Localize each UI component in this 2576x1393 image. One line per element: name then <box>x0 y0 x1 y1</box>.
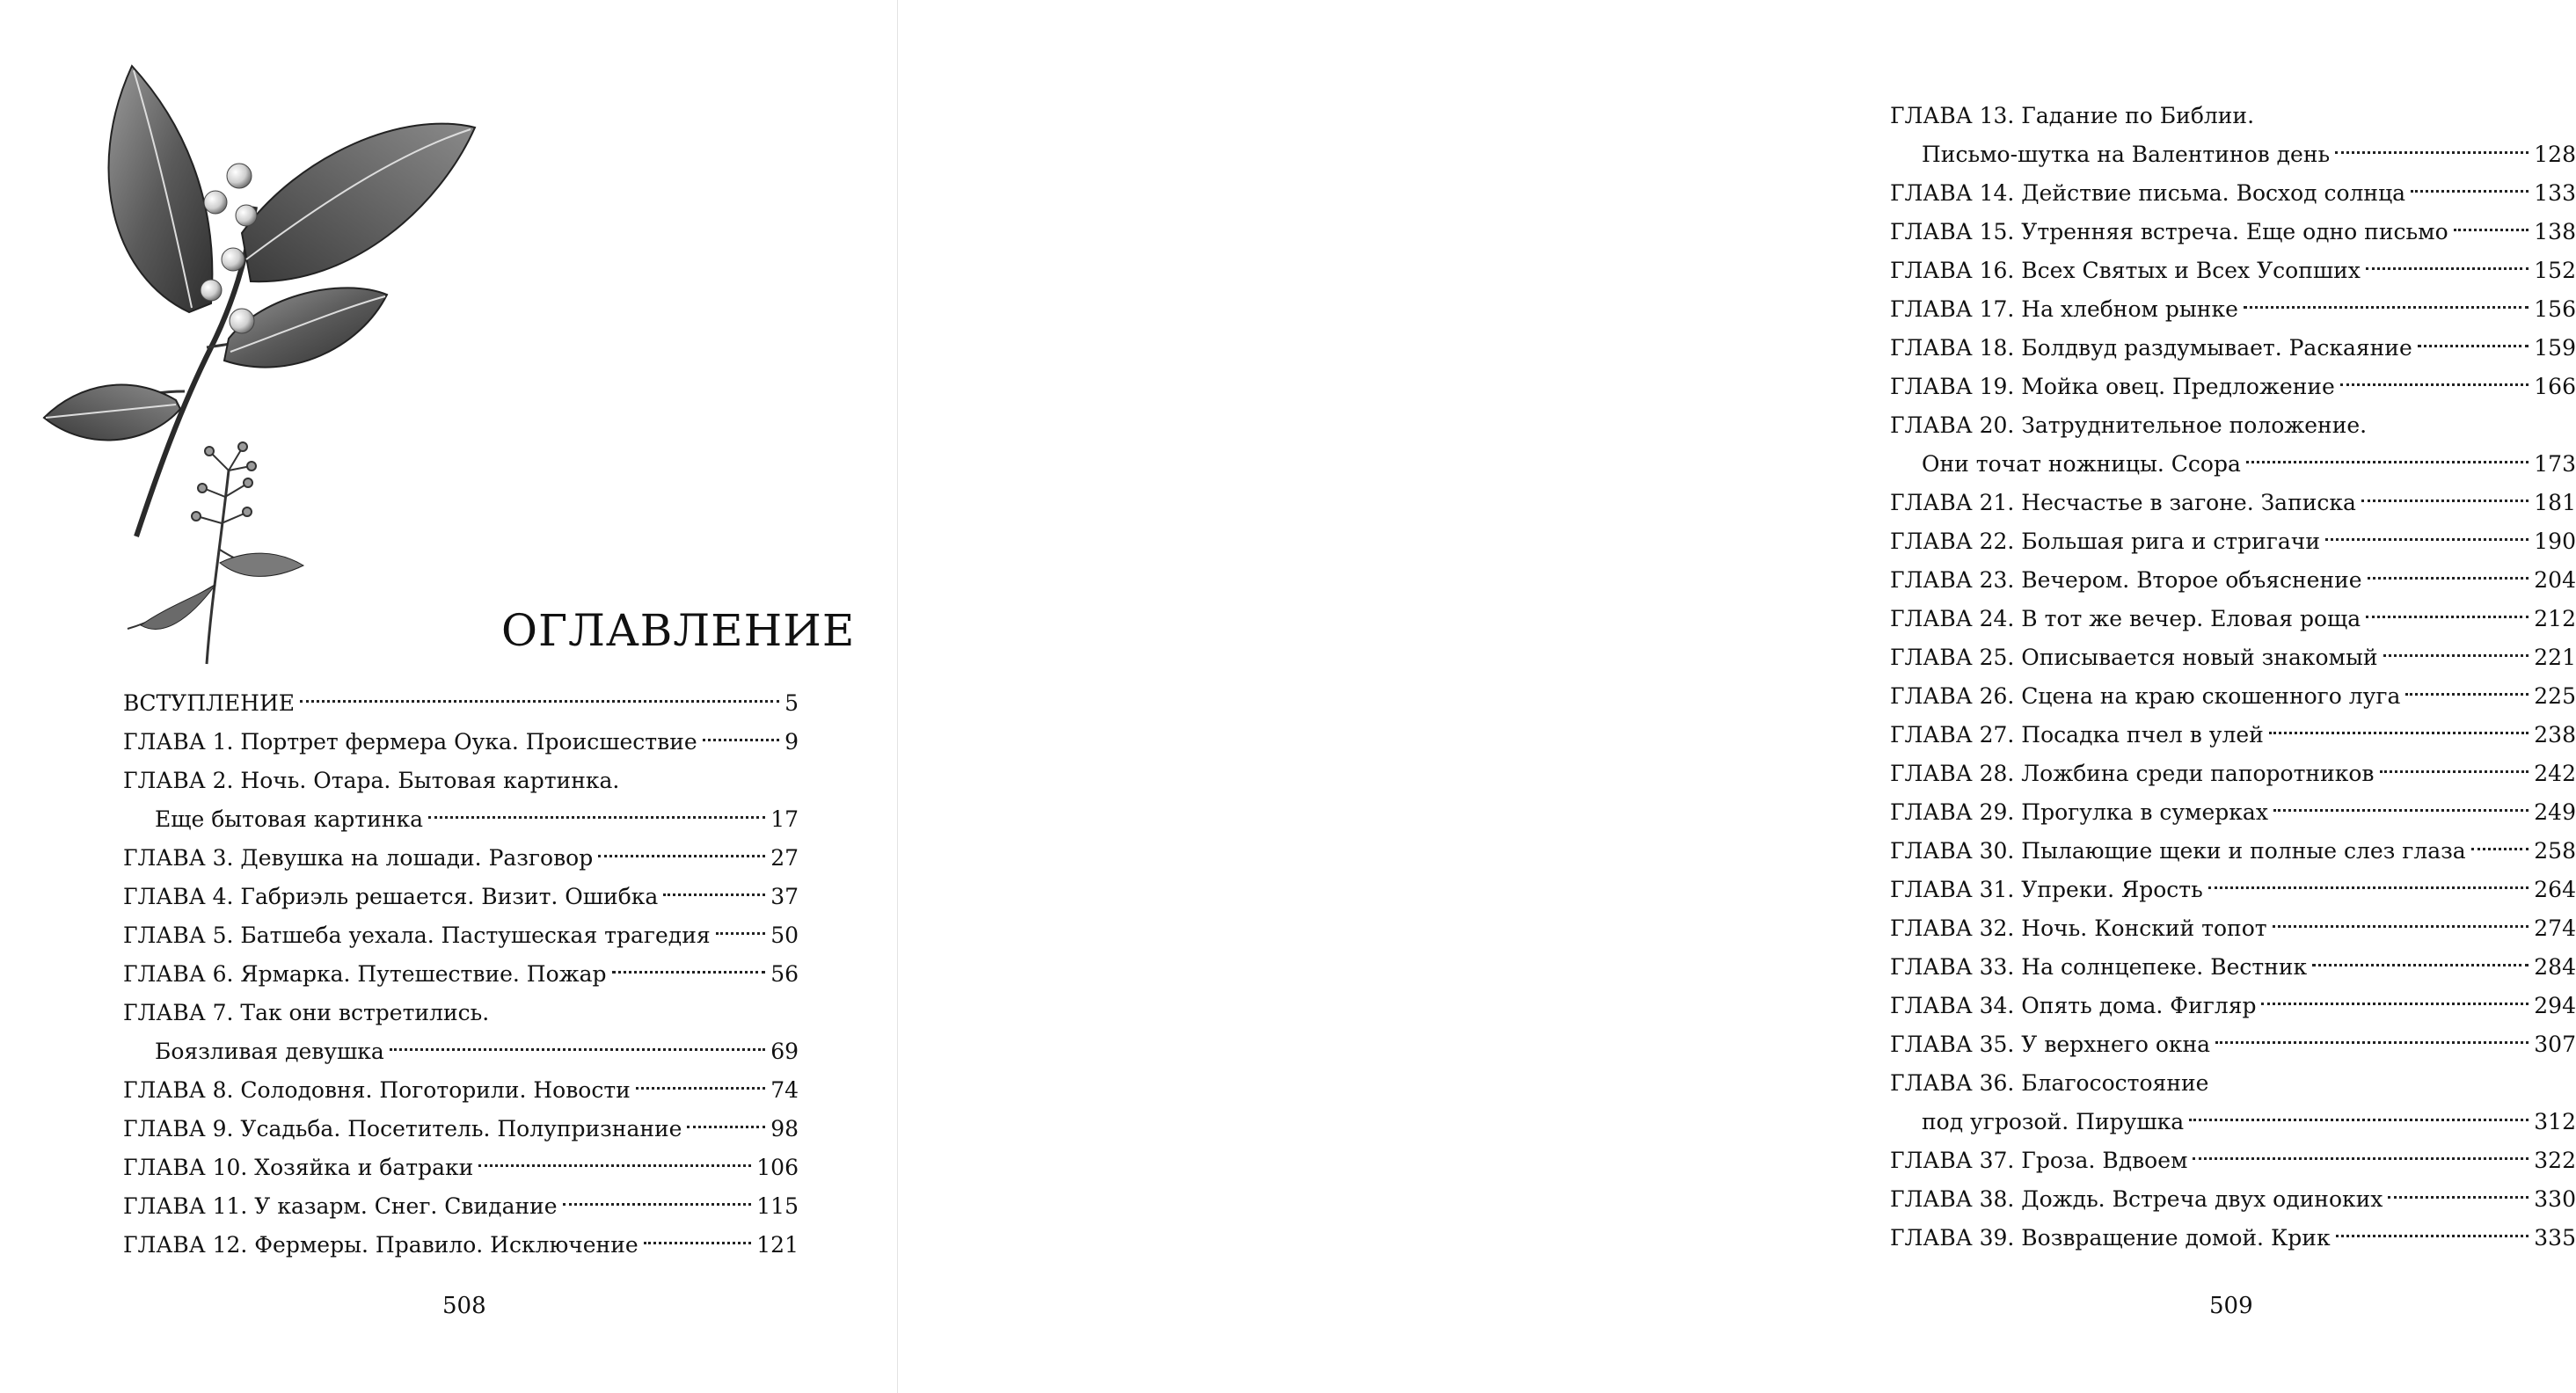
toc-entry <box>1890 638 2576 677</box>
toc-entry-page: 238 <box>2534 722 2576 748</box>
toc-entry-page: 330 <box>2534 1186 2576 1212</box>
toc-entry <box>1890 1141 2576 1180</box>
toc-entry-page: 50 <box>770 923 799 948</box>
dot-leader <box>2405 693 2529 696</box>
toc-entry-page: 106 <box>756 1155 799 1180</box>
dot-leader <box>2366 267 2529 270</box>
toc-entry-page: 190 <box>2534 529 2576 554</box>
toc-entry <box>123 1149 799 1187</box>
toc-entry-title: ГЛАВА 26. Сцена на краю скошенного луга <box>1890 683 2401 709</box>
toc-entry-title: ГЛАВА 2. Ночь. Отара. Бытовая картинка. <box>123 768 620 793</box>
toc-entry <box>123 1110 799 1149</box>
dot-leader <box>716 932 766 935</box>
toc-entry <box>1890 793 2576 832</box>
toc-entry <box>1890 97 2576 135</box>
toc-entry-page: 181 <box>2534 490 2576 515</box>
dot-leader <box>2273 809 2529 812</box>
left-page <box>0 0 897 1393</box>
toc-entry <box>1890 135 2576 174</box>
toc-entry-page: 242 <box>2534 761 2576 786</box>
toc-list-left <box>123 684 799 1265</box>
toc-entry-page: 335 <box>2534 1225 2576 1251</box>
toc-entry-title: ГЛАВА 1. Портрет фермера Оука. Происшествие <box>123 729 697 755</box>
toc-entry <box>123 762 799 800</box>
dot-leader <box>2418 345 2529 347</box>
toc-entry-title: ГЛАВА 34. Опять дома. Фигляр <box>1890 993 2257 1018</box>
toc-entry-page: 312 <box>2534 1109 2576 1134</box>
toc-entry <box>123 684 799 723</box>
dot-leader <box>2273 925 2529 928</box>
dot-leader <box>2335 151 2529 154</box>
toc-entry <box>1890 1103 2576 1141</box>
toc-entry-page: 115 <box>756 1193 799 1219</box>
toc-entry-page: 294 <box>2534 993 2576 1018</box>
toc-entry-page: 133 <box>2534 180 2576 206</box>
toc-entry-title: ГЛАВА 11. У казарм. Снег. Свидание <box>123 1193 558 1219</box>
toc-entry-page: 159 <box>2534 335 2576 361</box>
toc-entry <box>1890 909 2576 948</box>
toc-entry-page: 166 <box>2534 374 2576 399</box>
toc-entry-title: ГЛАВА 30. Пылающие щеки и полные слез глаза <box>1890 838 2466 864</box>
dot-leader <box>2340 383 2529 386</box>
toc-entry-page: 264 <box>2534 877 2576 902</box>
page-number: 508 <box>442 1293 486 1319</box>
dot-leader <box>2189 1119 2529 1121</box>
dot-leader <box>2193 1157 2529 1160</box>
toc-entry-title: Они точат ножницы. Ссора <box>1922 451 2241 477</box>
toc-entry-page: 5 <box>784 690 799 716</box>
toc-entry-title: ГЛАВА 25. Описывается новый знакомый <box>1890 645 2378 670</box>
toc-entry <box>123 955 799 994</box>
toc-entry <box>1890 1219 2576 1258</box>
toc-entry-page: 258 <box>2534 838 2576 864</box>
toc-entry-page: 17 <box>770 806 799 832</box>
dot-leader <box>2312 964 2529 966</box>
dot-leader <box>2388 1196 2529 1199</box>
toc-entry <box>123 839 799 878</box>
botanical-illustration <box>35 57 493 664</box>
toc-entry <box>123 1187 799 1226</box>
toc-entry <box>1890 368 2576 406</box>
toc-title: ОГЛАВЛЕНИЕ <box>501 605 856 656</box>
toc-entry-title: под угрозой. Пирушка <box>1922 1109 2185 1134</box>
toc-entry-title: ГЛАВА 31. Упреки. Ярость <box>1890 877 2203 902</box>
toc-entry <box>123 1032 799 1071</box>
dot-leader <box>612 971 766 974</box>
dot-leader <box>2325 538 2529 541</box>
dot-leader <box>478 1164 751 1167</box>
toc-entry-page: 173 <box>2534 451 2576 477</box>
dot-leader <box>644 1242 752 1244</box>
toc-entry <box>123 800 799 839</box>
toc-entry-page: 152 <box>2534 258 2576 283</box>
toc-entry <box>1890 600 2576 638</box>
dot-leader <box>2246 461 2529 463</box>
toc-entry <box>1890 755 2576 793</box>
toc-entry-page: 37 <box>770 884 799 909</box>
toc-entry-page: 121 <box>756 1232 799 1258</box>
toc-entry-page: 221 <box>2534 645 2576 670</box>
dot-leader <box>636 1087 765 1090</box>
toc-entry-title: ГЛАВА 3. Девушка на лошади. Разговор <box>123 845 594 871</box>
toc-entry <box>1890 987 2576 1025</box>
toc-entry <box>123 916 799 955</box>
toc-entry <box>1890 484 2576 522</box>
toc-entry <box>1890 445 2576 484</box>
toc-entry-title: ГЛАВА 14. Действие письма. Восход солнца <box>1890 180 2406 206</box>
toc-entry-title: ГЛАВА 12. Фермеры. Правило. Исключение <box>123 1232 639 1258</box>
toc-entry-title: ГЛАВА 16. Всех Святых и Всех Усопших <box>1890 258 2361 283</box>
page-number: 509 <box>2209 1293 2253 1319</box>
toc-entry <box>1890 1025 2576 1064</box>
toc-entry-title: ГЛАВА 9. Усадьба. Посетитель. Полупризнание <box>123 1116 682 1141</box>
dot-leader <box>563 1203 752 1206</box>
toc-entry <box>1890 1180 2576 1219</box>
dot-leader <box>2368 577 2529 580</box>
toc-entry-page: 9 <box>784 729 799 755</box>
toc-entry-title: ГЛАВА 6. Ярмарка. Путешествие. Пожар <box>123 961 607 987</box>
toc-entry-title: ГЛАВА 32. Ночь. Конский топот <box>1890 915 2267 941</box>
toc-entry-title: ГЛАВА 28. Ложбина среди папоротников <box>1890 761 2375 786</box>
dot-leader <box>703 739 779 741</box>
dot-leader <box>2269 732 2529 734</box>
toc-entry-title: ГЛАВА 35. У верхнего окна <box>1890 1032 2211 1057</box>
dot-leader <box>2336 1235 2529 1237</box>
toc-entry-page: 128 <box>2534 142 2576 167</box>
toc-entry <box>1890 329 2576 368</box>
toc-entry-title: ГЛАВА 22. Большая рига и стригачи <box>1890 529 2321 554</box>
toc-entry-title: ГЛАВА 13. Гадание по Библии. <box>1890 103 2255 128</box>
toc-entry <box>1890 252 2576 290</box>
toc-entry-page: 322 <box>2534 1148 2576 1173</box>
toc-entry-page: 56 <box>770 961 799 987</box>
toc-entry-title: Боязливая девушка <box>155 1039 384 1064</box>
dot-leader <box>300 700 779 703</box>
toc-entry-title: ГЛАВА 7. Так они встретились. <box>123 1000 490 1025</box>
toc-entry <box>1890 1064 2576 1103</box>
toc-entry <box>1890 290 2576 329</box>
dot-leader <box>2366 616 2529 618</box>
toc-entry-page: 204 <box>2534 567 2576 593</box>
toc-entry-title: ГЛАВА 23. Вечером. Второе объяснение <box>1890 567 2362 593</box>
toc-entry <box>123 878 799 916</box>
toc-entry <box>1890 677 2576 716</box>
toc-list-right <box>1890 97 2576 1258</box>
toc-entry <box>123 1226 799 1265</box>
toc-entry <box>1890 832 2576 871</box>
toc-entry <box>1890 561 2576 600</box>
toc-entry-title: ГЛАВА 10. Хозяйка и батраки <box>123 1155 474 1180</box>
toc-entry-title: ГЛАВА 4. Габриэль решается. Визит. Ошибка <box>123 884 659 909</box>
dot-leader <box>2261 1003 2529 1005</box>
toc-entry-title: Письмо-шутка на Валентинов день <box>1922 142 2331 167</box>
toc-entry-title: ГЛАВА 17. На хлебном рынке <box>1890 296 2238 322</box>
toc-entry-title: ГЛАВА 20. Затруднительное положение. <box>1890 412 2368 438</box>
dot-leader <box>2361 500 2529 502</box>
dot-leader <box>2244 306 2529 309</box>
toc-entry-title: ГЛАВА 37. Гроза. Вдвоем <box>1890 1148 2188 1173</box>
dot-leader <box>2471 848 2529 850</box>
toc-entry-title: ГЛАВА 24. В тот же вечер. Еловая роща <box>1890 606 2361 631</box>
toc-entry-title: ГЛАВА 15. Утренняя встреча. Еще одно письмо <box>1890 219 2448 244</box>
toc-entry <box>1890 948 2576 987</box>
dot-leader <box>2411 190 2529 193</box>
dot-leader <box>663 893 765 896</box>
dot-leader <box>598 855 765 857</box>
toc-entry-page: 69 <box>770 1039 799 1064</box>
toc-entry-page: 225 <box>2534 683 2576 709</box>
toc-entry-page: 212 <box>2534 606 2576 631</box>
toc-entry <box>123 1071 799 1110</box>
toc-entry <box>123 723 799 762</box>
toc-entry-title: ГЛАВА 38. Дождь. Встреча двух одиноких <box>1890 1186 2383 1212</box>
toc-entry <box>1890 716 2576 755</box>
toc-entry-page: 307 <box>2534 1032 2576 1057</box>
toc-entry-page: 284 <box>2534 954 2576 980</box>
toc-entry <box>1890 174 2576 213</box>
toc-entry-title: ГЛАВА 36. Благосостояние <box>1890 1070 2209 1096</box>
toc-entry-title: ГЛАВА 29. Прогулка в сумерках <box>1890 799 2268 825</box>
dot-leader <box>2380 770 2529 773</box>
dot-leader <box>428 816 765 819</box>
right-page <box>898 0 2576 1393</box>
toc-entry <box>1890 871 2576 909</box>
toc-entry-page: 74 <box>770 1077 799 1103</box>
toc-entry-page: 98 <box>770 1116 799 1141</box>
dot-leader <box>2454 229 2529 231</box>
toc-entry-page: 156 <box>2534 296 2576 322</box>
toc-entry-page: 249 <box>2534 799 2576 825</box>
toc-entry-page: 274 <box>2534 915 2576 941</box>
toc-entry <box>1890 213 2576 252</box>
toc-entry-title: ГЛАВА 27. Посадка пчел в улей <box>1890 722 2264 748</box>
toc-entry-title: ГЛАВА 39. Возвращение домой. Крик <box>1890 1225 2331 1251</box>
dot-leader <box>2215 1041 2529 1044</box>
toc-entry-title: ГЛАВА 8. Солодовня. Поготорили. Новости <box>123 1077 631 1103</box>
toc-entry-title: ГЛАВА 33. На солнцепеке. Вестник <box>1890 954 2308 980</box>
toc-entry <box>1890 406 2576 445</box>
toc-entry <box>1890 522 2576 561</box>
dot-leader <box>2383 654 2529 657</box>
toc-entry-title: ГЛАВА 18. Болдвуд раздумывает. Раскаяние <box>1890 335 2412 361</box>
dot-leader <box>687 1126 765 1128</box>
toc-entry-title: ГЛАВА 21. Несчастье в загоне. Записка <box>1890 490 2356 515</box>
toc-entry-title: ВСТУПЛЕНИЕ <box>123 690 296 716</box>
toc-entry-title: Еще бытовая картинка <box>155 806 423 832</box>
toc-entry-page: 27 <box>770 845 799 871</box>
toc-entry-page: 138 <box>2534 219 2576 244</box>
toc-entry-title: ГЛАВА 5. Батшеба уехала. Пастушеская трагедия <box>123 923 711 948</box>
toc-entry-title: ГЛАВА 19. Мойка овец. Предложение <box>1890 374 2335 399</box>
dot-leader <box>390 1048 765 1051</box>
dot-leader <box>2208 886 2529 889</box>
toc-entry <box>123 994 799 1032</box>
